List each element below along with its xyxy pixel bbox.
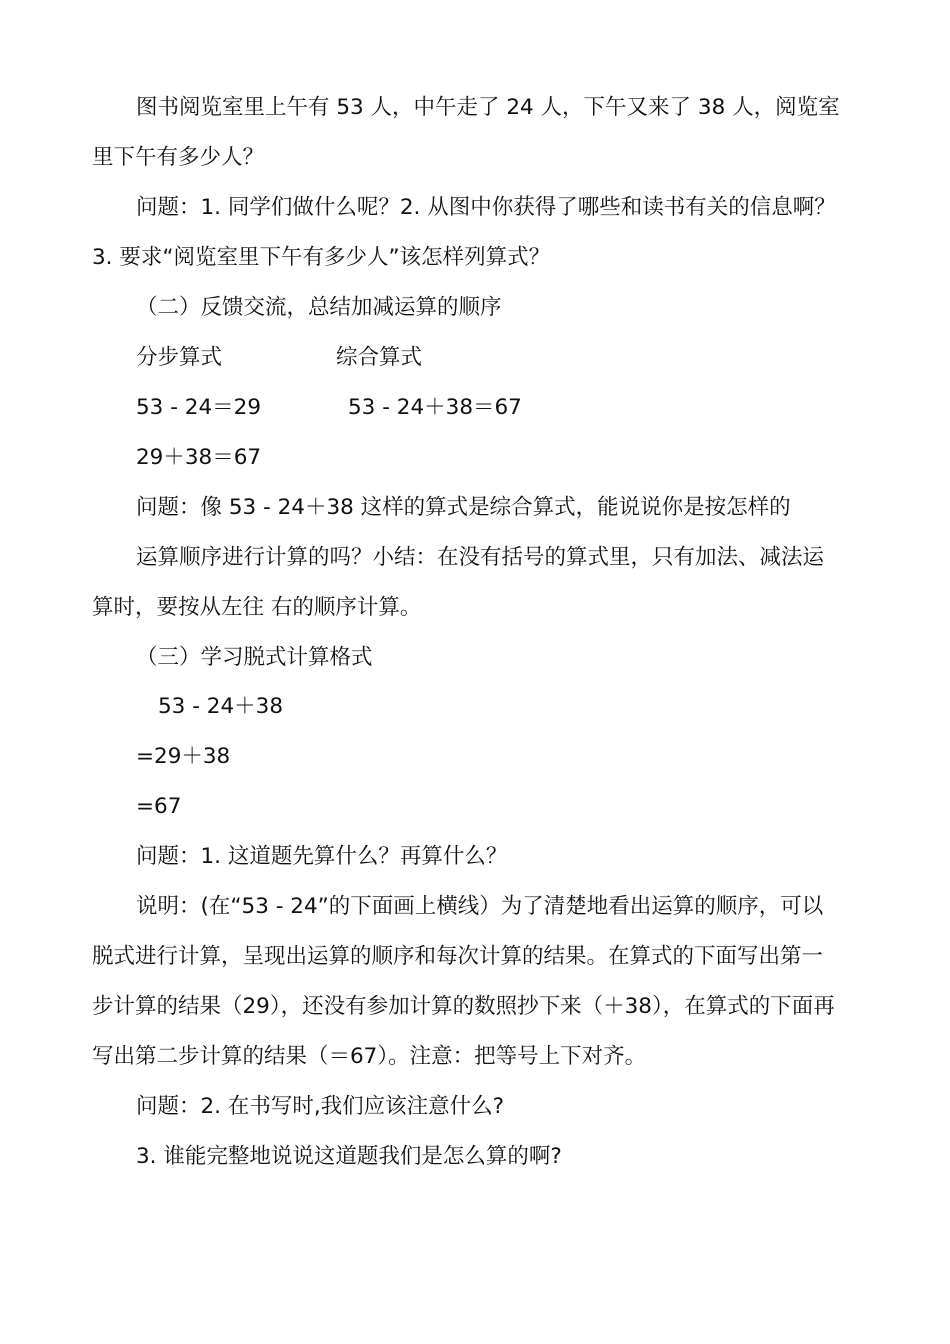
calc-line-1: 53 - 24＋38 — [158, 694, 284, 719]
questions-line-1: 问题：1. 同学们做什么呢？2. 从图中你获得了哪些和读书有关的信息啊？ — [136, 195, 836, 220]
problem-line-2: 里下午有多少人？ — [92, 145, 265, 170]
step-equation-2: 29＋38＝67 — [136, 445, 262, 470]
label-stepwise: 分步算式 — [136, 345, 223, 370]
questions-line-2: 3. 要求“阅览室里下午有多少人”该怎样列算式？ — [92, 245, 551, 270]
summary-line-1: 运算顺序进行计算的吗？小结：在没有括号的算式里，只有加法、减法运 — [136, 545, 825, 570]
explanation-line-3: 步计算的结果（29），还没有参加计算的数照抄下来（＋38），在算式的下面再 — [92, 994, 835, 1019]
combined-equation: 53 - 24＋38＝67 — [348, 395, 522, 420]
explanation-line-4: 写出第二步计算的结果（＝67）。注意：把等号上下对齐。 — [92, 1044, 647, 1069]
summary-line-2: 算时，要按从左往 右的顺序计算。 — [92, 595, 422, 620]
calc-line-2: =29＋38 — [136, 744, 231, 769]
section-2-question: 问题：像 53 - 24＋38 这样的算式是综合算式，能说说你是按怎样的 — [136, 495, 791, 520]
section-3-question-1: 问题：1. 这道题先算什么？再算什么？ — [136, 844, 508, 869]
step-equation-1: 53 - 24＝29 — [136, 395, 262, 420]
label-combined: 综合算式 — [336, 345, 423, 370]
explanation-line-1: 说明：(在“53 - 24”的下面画上横线）为了清楚地看出运算的顺序，可以 — [136, 894, 824, 919]
calc-line-3: =67 — [136, 794, 182, 819]
problem-line-1: 图书阅览室里上午有 53 人，中午走了 24 人，下午又来了 38 人，阅览室 — [136, 95, 840, 120]
explanation-line-2: 脱式进行计算，呈现出运算的顺序和每次计算的结果。在算式的下面写出第一 — [92, 944, 824, 969]
section-3-question-3: 3. 谁能完整地说说这道题我们是怎么算的啊? — [136, 1144, 562, 1169]
section-2-heading: （二）反馈交流，总结加减运算的顺序 — [136, 295, 502, 320]
section-3-question-2: 问题：2. 在书写时,我们应该注意什么? — [136, 1094, 505, 1119]
section-3-heading: （三）学习脱式计算格式 — [136, 645, 373, 670]
